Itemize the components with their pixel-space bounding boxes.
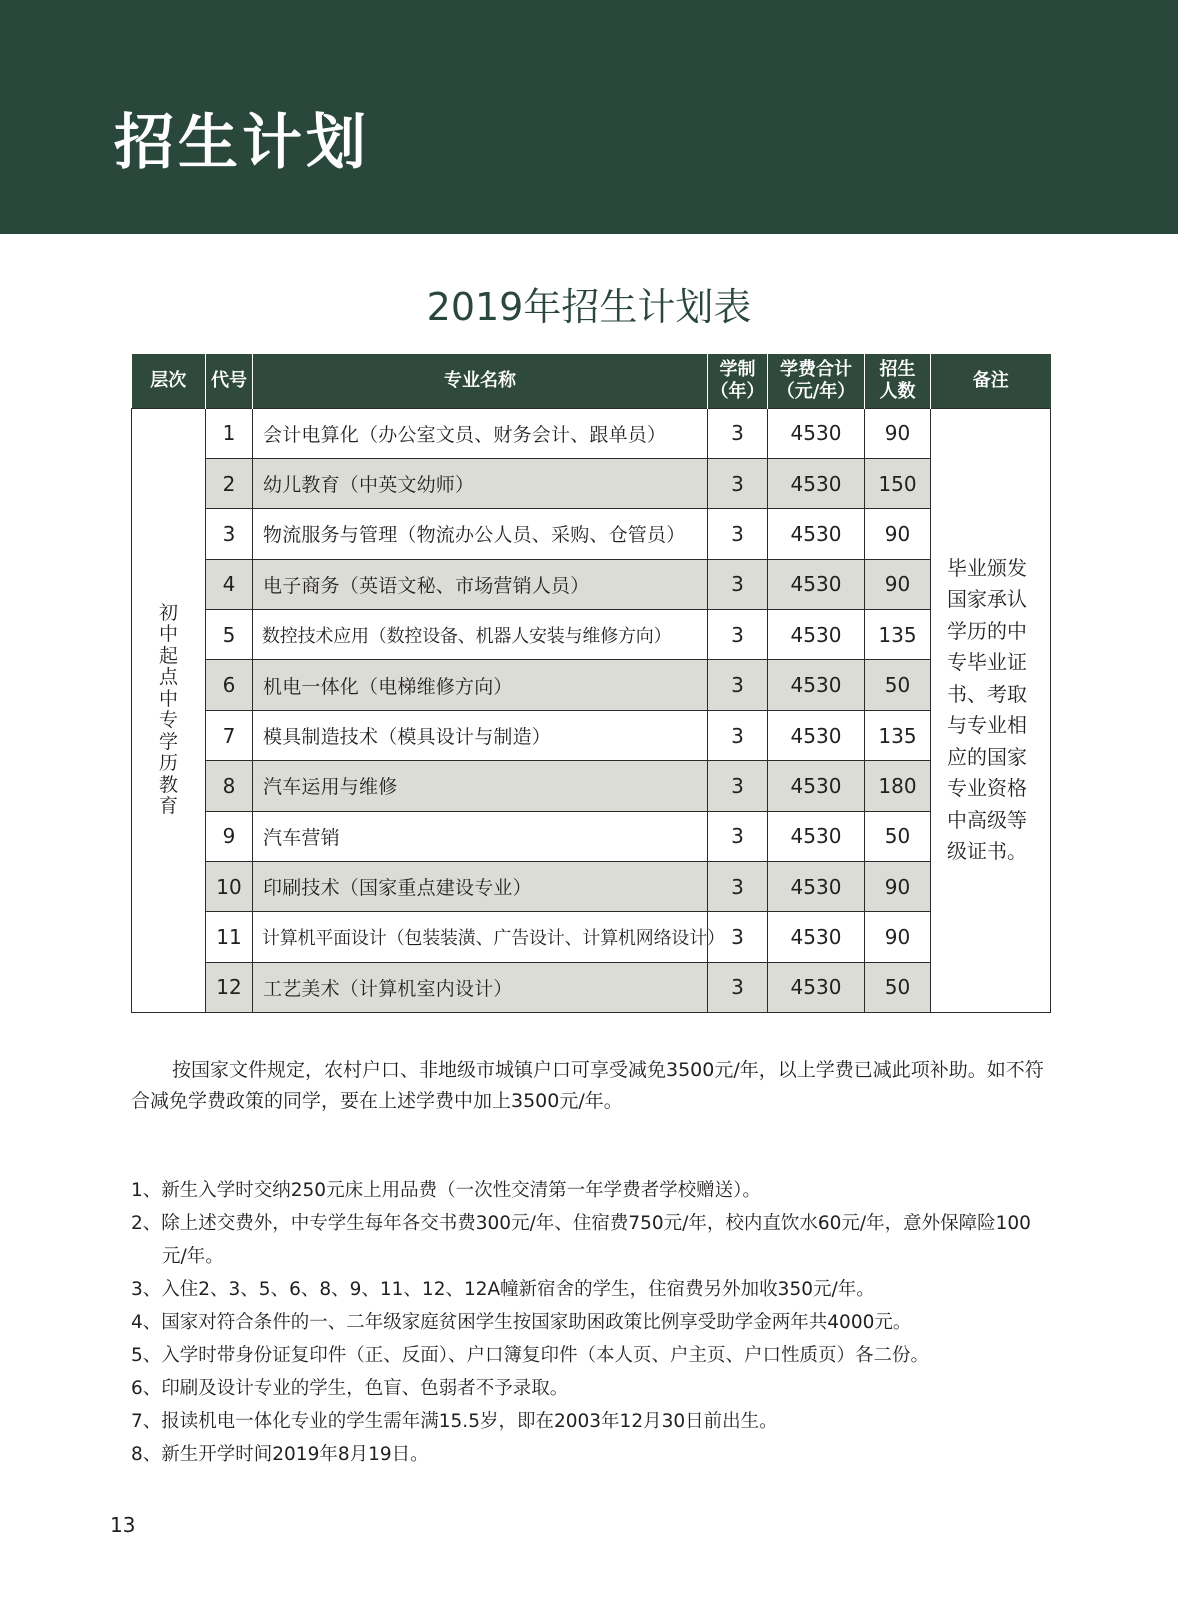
code-cell: 6 xyxy=(206,660,253,710)
col-header-remark: 备注 xyxy=(931,354,1051,408)
major-cell: 汽车营销 xyxy=(253,811,708,861)
fee-cell: 4530 xyxy=(768,559,865,609)
level-cell: 初中起点中专学历教育 xyxy=(132,408,206,1013)
fee-cell: 4530 xyxy=(768,710,865,760)
header-banner xyxy=(0,0,1178,234)
table-row xyxy=(132,610,1051,660)
notes-list xyxy=(131,1174,1051,1471)
count-cell: 50 xyxy=(865,811,931,861)
col-header-years: 学制 （年） xyxy=(708,354,768,408)
col-header-level: 层次 xyxy=(132,354,206,408)
count-cell: 90 xyxy=(865,509,931,559)
note-item: 2、除上述交费外，中专学生每年各交书费300元/年、住宿费750元/年，校内直饮水60元/年，意外保障险100元/年。 xyxy=(131,1213,1031,1267)
code-cell: 9 xyxy=(206,811,253,861)
note-item: 5、入学时带身份证复印件（正、反面）、户口簿复印件（本人页、户主页、户口性质页）各二份。 xyxy=(131,1345,930,1366)
table-row xyxy=(132,761,1051,811)
code-cell: 10 xyxy=(206,862,253,912)
major-cell: 会计电算化（办公室文员、财务会计、跟单员） xyxy=(253,408,708,458)
count-cell: 150 xyxy=(865,458,931,508)
enrollment-table xyxy=(131,354,1051,1013)
note-item: 7、报读机电一体化专业的学生需年满15.5岁，即在2003年12月30日前出生。 xyxy=(131,1411,778,1432)
fee-cell: 4530 xyxy=(768,761,865,811)
years-cell: 3 xyxy=(708,811,768,861)
fee-cell: 4530 xyxy=(768,811,865,861)
years-cell: 3 xyxy=(708,710,768,760)
count-cell: 90 xyxy=(865,862,931,912)
years-cell: 3 xyxy=(708,458,768,508)
count-cell: 135 xyxy=(865,610,931,660)
years-cell: 3 xyxy=(708,761,768,811)
col-header-major: 专业名称 xyxy=(253,354,708,408)
fee-cell: 4530 xyxy=(768,408,865,458)
table-row xyxy=(132,862,1051,912)
note-item: 6、印刷及设计专业的学生，色盲、色弱者不予录取。 xyxy=(131,1378,569,1399)
major-cell: 汽车运用与维修 xyxy=(253,761,708,811)
table-row xyxy=(132,962,1051,1012)
major-cell: 物流服务与管理（物流办公人员、采购、仓管员） xyxy=(253,509,708,559)
fee-cell: 4530 xyxy=(768,862,865,912)
count-cell: 90 xyxy=(865,912,931,962)
note-item: 1、新生入学时交纳250元床上用品费（一次性交清第一年学费者学校赠送）。 xyxy=(131,1180,761,1201)
count-cell: 90 xyxy=(865,559,931,609)
remark-cell: 毕业颁发国家承认学历的中专毕业证书、考取与专业相应的国家专业资格中高级等级证书。 xyxy=(931,408,1051,1013)
fee-cell: 4530 xyxy=(768,912,865,962)
code-cell: 11 xyxy=(206,912,253,962)
note-item: 3、入住2、3、5、6、8、9、11、12、12A幢新宿舍的学生，住宿费另外加收350元/年。 xyxy=(131,1279,875,1300)
fee-cell: 4530 xyxy=(768,610,865,660)
count-cell: 50 xyxy=(865,962,931,1012)
major-cell: 数控技术应用（数控设备、机器人安装与维修方向） xyxy=(253,610,708,660)
code-cell: 2 xyxy=(206,458,253,508)
table-row xyxy=(132,458,1051,508)
code-cell: 8 xyxy=(206,761,253,811)
code-cell: 1 xyxy=(206,408,253,458)
count-cell: 50 xyxy=(865,660,931,710)
table-row xyxy=(132,710,1051,760)
years-cell: 3 xyxy=(708,862,768,912)
table-title: 2019年招生计划表 xyxy=(426,285,752,329)
count-cell: 135 xyxy=(865,710,931,760)
major-cell: 工艺美术（计算机室内设计） xyxy=(253,962,708,1012)
years-cell: 3 xyxy=(708,660,768,710)
col-header-fee: 学费合计 （元/年） xyxy=(768,354,865,408)
years-cell: 3 xyxy=(708,559,768,609)
fee-cell: 4530 xyxy=(768,660,865,710)
table-row xyxy=(132,559,1051,609)
major-cell: 印刷技术（国家重点建设专业） xyxy=(253,862,708,912)
years-cell: 3 xyxy=(708,912,768,962)
code-cell: 4 xyxy=(206,559,253,609)
years-cell: 3 xyxy=(708,509,768,559)
table-row xyxy=(132,408,1051,458)
page-number: 13 xyxy=(110,1513,136,1537)
years-cell: 3 xyxy=(708,408,768,458)
page-title: 招生计划 xyxy=(114,108,370,178)
fee-policy-paragraph: 按国家文件规定，农村户口、非地级市城镇户口可享受减免3500元/年，以上学费已减此项补助。如不符合减免学费政策的同学，要在上述学费中加上3500元/年。 xyxy=(131,1059,1044,1112)
note-item: 8、新生开学时间2019年8月19日。 xyxy=(131,1444,429,1465)
major-cell: 电子商务（英语文秘、市场营销人员） xyxy=(253,559,708,609)
major-cell: 幼儿教育（中英文幼师） xyxy=(253,458,708,508)
major-cell: 模具制造技术（模具设计与制造） xyxy=(253,710,708,760)
count-cell: 90 xyxy=(865,408,931,458)
code-cell: 5 xyxy=(206,610,253,660)
code-cell: 3 xyxy=(206,509,253,559)
fee-cell: 4530 xyxy=(768,962,865,1012)
col-header-enroll: 招生 人数 xyxy=(865,354,931,408)
major-cell: 机电一体化（电梯维修方向） xyxy=(253,660,708,710)
col-header-code: 代号 xyxy=(206,354,253,408)
fee-cell: 4530 xyxy=(768,509,865,559)
years-cell: 3 xyxy=(708,610,768,660)
major-cell: 计算机平面设计（包装装潢、广告设计、计算机网络设计） xyxy=(253,912,708,962)
code-cell: 7 xyxy=(206,710,253,760)
table-row xyxy=(132,660,1051,710)
note-item: 4、国家对符合条件的一、二年级家庭贫困学生按国家助困政策比例享受助学金两年共4000元。 xyxy=(131,1312,912,1333)
table-row xyxy=(132,509,1051,559)
fee-cell: 4530 xyxy=(768,458,865,508)
table-row xyxy=(132,912,1051,962)
table-row xyxy=(132,811,1051,861)
table-header-row xyxy=(132,354,1051,408)
code-cell: 12 xyxy=(206,962,253,1012)
count-cell: 180 xyxy=(865,761,931,811)
years-cell: 3 xyxy=(708,962,768,1012)
